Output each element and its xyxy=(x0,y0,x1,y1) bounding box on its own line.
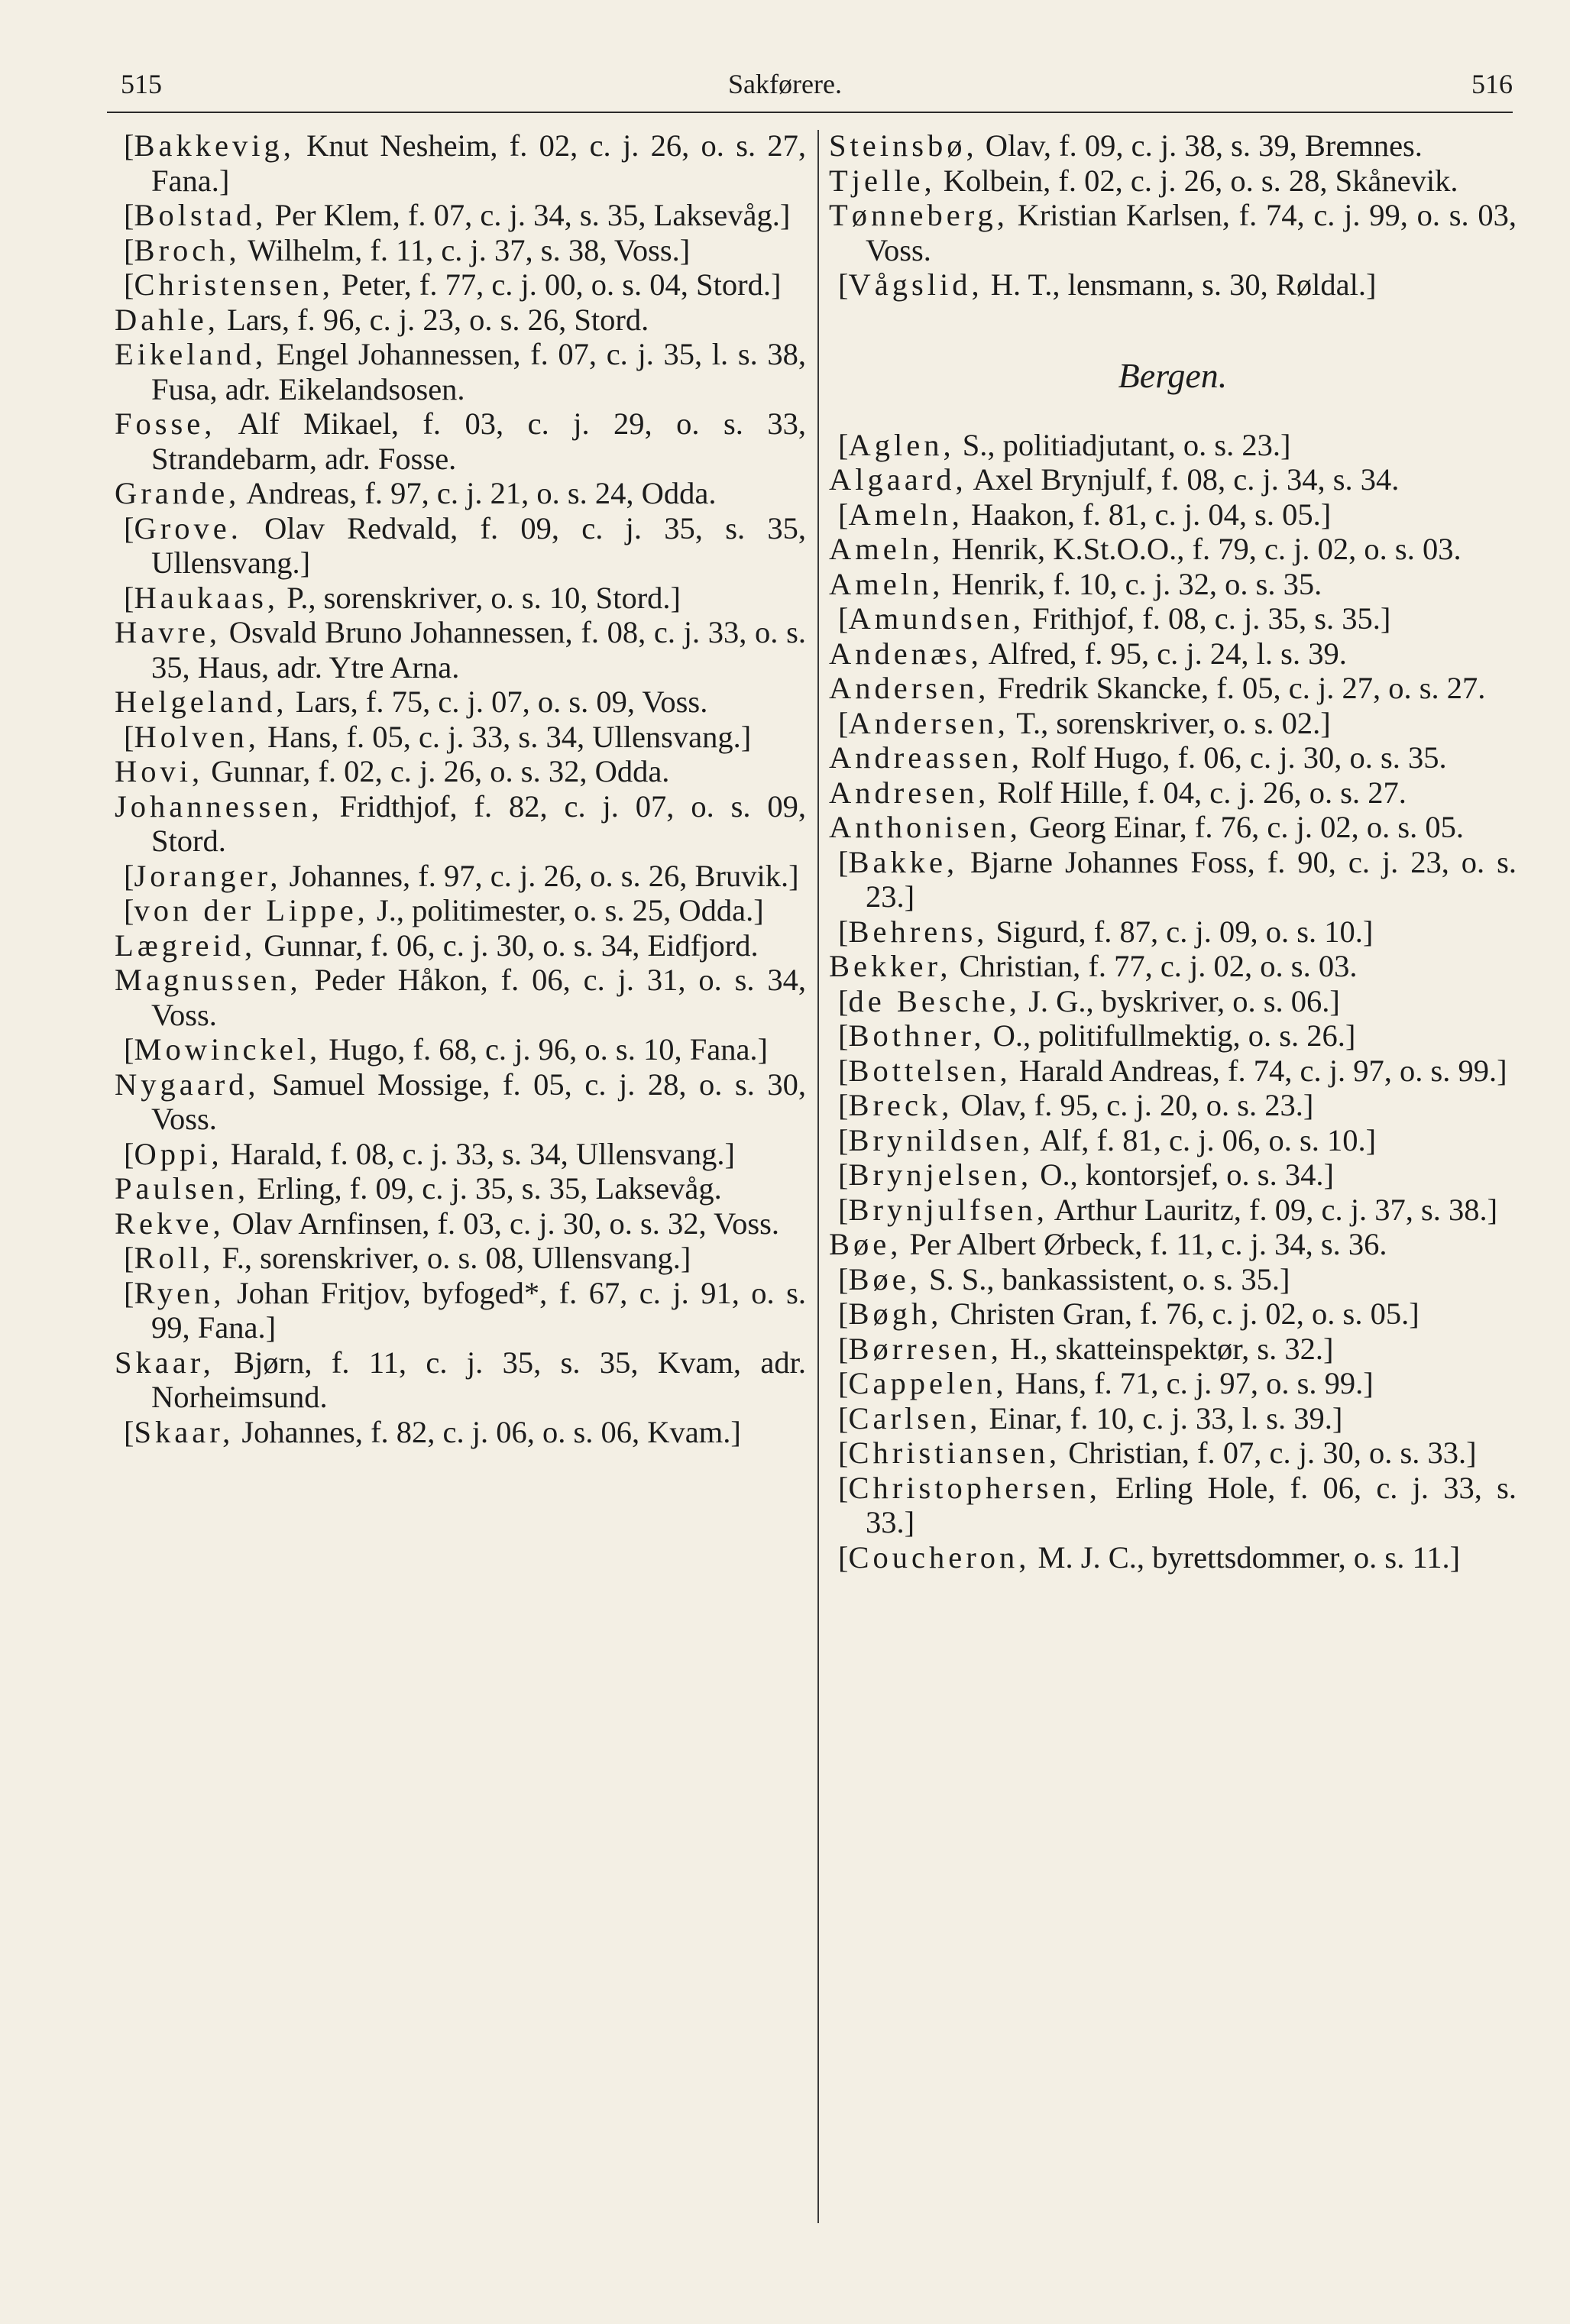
open-bracket: [ xyxy=(124,1032,134,1067)
entry-surname: Roll, xyxy=(134,1241,215,1275)
entry-surname: Hovi, xyxy=(115,754,204,788)
directory-entry xyxy=(829,1018,1517,1054)
entry-details: Rolf Hugo, f. 06, c. j. 30, o. s. 35. xyxy=(1023,740,1447,775)
entry-surname: Andenæs, xyxy=(829,636,982,671)
page-header xyxy=(0,0,1570,115)
entry-details: Johannes, f. 97, c. j. 26, o. s. 26, Bruvik.] xyxy=(281,858,799,893)
open-bracket: [ xyxy=(124,858,134,893)
directory-entry xyxy=(115,1067,806,1137)
entry-details: Rolf Hille, f. 04, c. j. 26, o. s. 27. xyxy=(989,775,1407,810)
entry-details: Olav, f. 95, c. j. 20, o. s. 23.] xyxy=(953,1088,1314,1122)
entry-surname: Holven, xyxy=(134,719,260,754)
open-bracket: [ xyxy=(838,1366,849,1400)
open-bracket: [ xyxy=(838,1470,849,1505)
entry-details: Engel Johannessen, f. 07, c. j. 35, l. s. 38, Fusa, adr. Eikelandsosen. xyxy=(151,337,806,406)
entry-details: Hugo, f. 68, c. j. 96, o. s. 10, Fana.] xyxy=(321,1032,769,1067)
entry-surname: Bøgh, xyxy=(848,1296,943,1331)
entry-surname: Joranger, xyxy=(134,858,282,893)
entry-details: Knut Nesheim, f. 02, c. j. 26, o. s. 27, Fana.] xyxy=(151,128,806,198)
entry-surname: Carlsen, xyxy=(848,1400,982,1436)
entry-details: O., kontorsjef, o. s. 34.] xyxy=(1032,1157,1334,1192)
open-bracket: [ xyxy=(124,232,134,267)
open-bracket: [ xyxy=(838,601,849,636)
directory-entry xyxy=(829,949,1517,984)
entry-surname: de Besche, xyxy=(848,983,1021,1018)
entry-surname: Bøe, xyxy=(829,1227,902,1261)
entry-details: Arthur Lauritz, f. 09, c. j. 37, s. 38.] xyxy=(1047,1192,1498,1227)
entry-surname: Cappelen, xyxy=(848,1366,1008,1400)
entry-surname: Tønneberg, xyxy=(829,198,1008,232)
entry-details: Alf, f. 81, c. j. 06, o. s. 10.] xyxy=(1034,1122,1377,1157)
directory-entry xyxy=(829,810,1517,845)
entry-details: Gunnar, f. 06, c. j. 30, o. s. 34, Eidfjord. xyxy=(256,927,759,963)
entry-details: S., politiadjutant, o. s. 23.] xyxy=(954,427,1291,462)
entry-details: Fredrik Skancke, f. 05, c. j. 27, o. s. 27. xyxy=(989,671,1486,705)
entry-surname: Algaard, xyxy=(829,462,967,497)
entry-surname: Coucheron, xyxy=(848,1539,1031,1575)
directory-entry xyxy=(115,754,806,789)
entry-surname: Bakkevig, xyxy=(134,128,295,163)
directory-entry xyxy=(829,267,1517,303)
entry-details: Peder Håkon, f. 06, c. j. 31, o. s. 34, Voss. xyxy=(151,963,806,1032)
entry-surname: Paulsen, xyxy=(115,1171,250,1206)
open-bracket: [ xyxy=(838,427,849,462)
entry-surname: Ameln, xyxy=(829,532,944,566)
entry-surname: Brynildsen, xyxy=(848,1122,1034,1157)
entry-surname: Amundsen, xyxy=(848,601,1025,636)
entry-details: M. J. C., byrettsdommer, o. s. 11.] xyxy=(1030,1539,1461,1575)
entry-surname: Andersen, xyxy=(848,705,1009,740)
open-bracket: [ xyxy=(838,1296,849,1331)
directory-entry xyxy=(829,601,1517,636)
open-bracket: [ xyxy=(124,267,134,302)
page-number-left: 515 xyxy=(121,69,162,99)
entry-surname: Skaar, xyxy=(115,1345,215,1380)
directory-entry xyxy=(115,615,806,685)
entry-surname: Brynjulfsen, xyxy=(848,1192,1048,1227)
entry-details: Haakon, f. 81, c. j. 04, s. 05.] xyxy=(963,497,1332,532)
entry-details: Georg Einar, f. 76, c. j. 02, o. s. 05. xyxy=(1021,810,1465,844)
open-bracket: [ xyxy=(838,1053,849,1088)
entry-details: Christen Gran, f. 76, c. j. 02, o. s. 05.] xyxy=(942,1296,1419,1331)
directory-entry xyxy=(115,1171,806,1206)
entry-details: Kristian Karlsen, f. 74, c. j. 99, o. s. 03, Voss. xyxy=(866,198,1517,267)
entry-details: Alfred, f. 95, c. j. 24, l. s. 39. xyxy=(982,636,1347,671)
entry-details: H. T., lensmann, s. 30, Røldal.] xyxy=(982,267,1377,302)
bergen-entries xyxy=(829,428,1517,1575)
directory-entry xyxy=(115,928,806,963)
entry-surname: Steinsbø, xyxy=(829,128,978,163)
entry-surname: von der Lippe, xyxy=(134,893,369,927)
entry-surname: Skaar, xyxy=(134,1414,235,1449)
directory-entry xyxy=(829,428,1517,463)
entry-surname: Andreassen, xyxy=(829,740,1024,775)
directory-entry xyxy=(829,128,1517,163)
directory-entry xyxy=(115,303,806,338)
directory-entry xyxy=(829,1471,1517,1540)
directory-entry xyxy=(829,740,1517,775)
directory-entry xyxy=(829,706,1517,741)
directory-entry xyxy=(829,1436,1517,1471)
entry-details: O., politifullmektig, o. s. 26.] xyxy=(985,1018,1356,1053)
entry-details: Bjarne Johannes Foss, f. 90, c. j. 23, o. s. 23.] xyxy=(866,844,1517,914)
entry-details: Hans, f. 05, c. j. 33, s. 34, Ullensvang.] xyxy=(259,719,752,754)
entry-surname: Havre, xyxy=(115,615,222,649)
page-number-right: 516 xyxy=(1471,69,1513,99)
directory-entry xyxy=(115,1137,806,1172)
right-column-top-entries xyxy=(829,128,1517,303)
directory-entry xyxy=(115,476,806,511)
directory-entry xyxy=(829,1540,1517,1575)
open-bracket: [ xyxy=(124,1275,134,1310)
directory-entry xyxy=(115,1276,806,1345)
entry-details: F., sorenskriver, o. s. 08, Ullensvang.] xyxy=(214,1241,691,1275)
directory-entry xyxy=(115,1241,806,1276)
directory-entry xyxy=(829,984,1517,1019)
open-bracket: [ xyxy=(124,510,134,545)
entry-surname: Lægreid, xyxy=(115,927,257,963)
entry-surname: Ameln, xyxy=(829,566,944,601)
open-bracket: [ xyxy=(838,497,849,532)
entry-surname: Anthonisen, xyxy=(829,810,1021,844)
directory-entry xyxy=(115,406,806,476)
entry-details: Samuel Mossige, f. 05, c. j. 28, o. s. 30, Voss. xyxy=(151,1067,806,1136)
directory-entry xyxy=(829,1227,1517,1262)
entry-details: Henrik, f. 10, c. j. 32, o. s. 35. xyxy=(944,566,1322,601)
directory-entry xyxy=(829,532,1517,567)
directory-entry xyxy=(115,267,806,303)
directory-entry xyxy=(115,511,806,581)
entry-details: Per Klem, f. 07, c. j. 34, s. 35, Laksevåg.] xyxy=(267,198,791,232)
entry-details: Henrik, K.St.O.O., f. 79, c. j. 02, o. s. 03. xyxy=(944,532,1462,566)
entry-details: Einar, f. 10, c. j. 33, l. s. 39.] xyxy=(981,1400,1343,1436)
open-bracket: [ xyxy=(124,1414,134,1449)
entry-details: Alf Mikael, f. 03, c. j. 29, o. s. 33, Strandebarm, adr. Fosse. xyxy=(151,406,806,476)
directory-entry xyxy=(115,337,806,406)
directory-entry xyxy=(829,462,1517,497)
open-bracket: [ xyxy=(838,1157,849,1192)
entry-details: Christian, f. 77, c. j. 02, o. s. 03. xyxy=(951,949,1358,983)
entry-details: Harald, f. 08, c. j. 33, s. 34, Ullensvang.] xyxy=(222,1136,735,1171)
entry-details: Johan Fritjov, byfoged*, f. 67, c. j. 91, o. s. 99, Fana.] xyxy=(151,1275,806,1345)
directory-entry xyxy=(115,128,806,198)
entry-details: J. G., byskriver, o. s. 06.] xyxy=(1020,983,1340,1018)
directory-entry xyxy=(115,1206,806,1241)
entry-surname: Grove. xyxy=(134,510,242,545)
directory-entry xyxy=(115,685,806,720)
column-divider xyxy=(817,130,819,2223)
entry-details: Johannes, f. 82, c. j. 06, o. s. 06, Kvam.] xyxy=(234,1414,741,1449)
entry-surname: Christophersen, xyxy=(848,1470,1101,1505)
entry-surname: Behrens, xyxy=(848,914,989,949)
entry-details: Per Albert Ørbeck, f. 11, c. j. 34, s. 36. xyxy=(902,1227,1387,1261)
open-bracket: [ xyxy=(124,580,134,615)
directory-entry xyxy=(115,1415,806,1450)
entry-details: Hans, f. 71, c. j. 97, o. s. 99.] xyxy=(1007,1366,1374,1400)
directory-entry xyxy=(829,1262,1517,1297)
directory-entry xyxy=(115,198,806,233)
open-bracket: [ xyxy=(124,1241,134,1275)
directory-entry xyxy=(829,567,1517,602)
entry-surname: Aglen, xyxy=(848,427,955,462)
entry-surname: Bothner, xyxy=(848,1018,986,1053)
directory-entry xyxy=(829,1123,1517,1158)
entry-details: Christian, f. 07, c. j. 30, o. s. 33.] xyxy=(1060,1436,1477,1470)
entry-details: Peter, f. 77, c. j. 00, o. s. 04, Stord.] xyxy=(333,267,782,302)
entry-surname: Grande, xyxy=(115,476,241,510)
open-bracket: [ xyxy=(838,1331,849,1366)
directory-entry xyxy=(829,198,1517,267)
directory-entry xyxy=(829,671,1517,706)
directory-entry xyxy=(829,163,1517,199)
open-bracket: [ xyxy=(838,1122,849,1157)
open-bracket: [ xyxy=(124,893,134,927)
entry-surname: Bottelsen, xyxy=(848,1053,1012,1088)
directory-entry xyxy=(829,497,1517,532)
open-bracket: [ xyxy=(838,1436,849,1470)
directory-entry xyxy=(829,1332,1517,1367)
entry-surname: Brynjelsen, xyxy=(848,1157,1033,1192)
entry-surname: Nygaard, xyxy=(115,1067,260,1102)
open-bracket: [ xyxy=(838,914,849,949)
open-bracket: [ xyxy=(124,128,134,163)
entry-details: T., sorenskriver, o. s. 02.] xyxy=(1008,705,1331,740)
entry-surname: Oppi, xyxy=(134,1136,223,1171)
directory-entry xyxy=(115,859,806,894)
open-bracket: [ xyxy=(838,705,849,740)
directory-entry xyxy=(829,636,1517,672)
entry-details: H., skatteinspektør, s. 32.] xyxy=(1002,1331,1334,1366)
entry-details: Olav Arnfinsen, f. 03, c. j. 30, o. s. 32, Voss. xyxy=(224,1206,779,1241)
entry-surname: Dahle, xyxy=(115,302,219,337)
running-title: Sakførere. xyxy=(728,69,842,99)
entry-details: Sigurd, f. 87, c. j. 09, o. s. 10.] xyxy=(988,914,1374,949)
entry-surname: Helgeland, xyxy=(115,685,288,719)
entry-surname: Tjelle, xyxy=(829,163,936,198)
directory-entry xyxy=(829,775,1517,811)
entry-details: Kolbein, f. 02, c. j. 26, o. s. 28, Skånevik. xyxy=(935,163,1458,198)
open-bracket: [ xyxy=(124,198,134,232)
entry-surname: Andersen, xyxy=(829,671,990,705)
entry-details: Bjørn, f. 11, c. j. 35, s. 35, Kvam, adr. Norheimsund. xyxy=(151,1345,806,1414)
directory-entry xyxy=(115,1345,806,1415)
directory-entry xyxy=(829,1054,1517,1089)
open-bracket: [ xyxy=(838,1192,849,1227)
entry-surname: Bøe, xyxy=(848,1261,921,1296)
open-bracket: [ xyxy=(124,719,134,754)
entry-surname: Bekker, xyxy=(829,949,952,983)
entry-details: Andreas, f. 97, c. j. 21, o. s. 24, Odda. xyxy=(240,476,717,510)
entry-surname: Bakke, xyxy=(848,844,959,879)
open-bracket: [ xyxy=(838,844,849,879)
entry-surname: Christiansen, xyxy=(848,1436,1061,1470)
directory-entry xyxy=(115,720,806,755)
directory-entry xyxy=(829,1088,1517,1123)
open-bracket: [ xyxy=(838,1261,849,1296)
open-bracket: [ xyxy=(838,1400,849,1436)
entry-details: Fridthjof, f. 82, c. j. 07, o. s. 09, Stord. xyxy=(151,788,806,858)
entry-surname: Vågslid, xyxy=(848,267,983,302)
directory-entry xyxy=(115,1032,806,1067)
directory-entry xyxy=(829,914,1517,950)
entry-surname: Ameln, xyxy=(848,497,963,532)
entry-surname: Breck, xyxy=(848,1088,953,1122)
entry-surname: Bolstad, xyxy=(134,198,267,232)
entry-surname: Broch, xyxy=(134,232,241,267)
entry-surname: Mowinckel, xyxy=(134,1032,322,1067)
open-bracket: [ xyxy=(838,1018,849,1053)
entry-details: Axel Brynjulf, f. 08, c. j. 34, s. 34. xyxy=(966,462,1400,497)
directory-entry xyxy=(115,233,806,268)
directory-entry xyxy=(829,845,1517,914)
entry-details: Olav Redvald, f. 09, c. j. 35, s. 35, Ullensvang.] xyxy=(151,510,806,580)
open-bracket: [ xyxy=(838,1539,849,1575)
directory-entry xyxy=(829,1296,1517,1332)
open-bracket: [ xyxy=(838,983,849,1018)
section-heading-bergen: Bergen. xyxy=(1118,355,1228,395)
directory-entry xyxy=(829,1401,1517,1436)
entry-surname: Rekve, xyxy=(115,1206,225,1241)
entry-details: Osvald Bruno Johannessen, f. 08, c. j. 33, o. s. 35, Haus, adr. Ytre Arna. xyxy=(151,615,806,685)
directory-entry xyxy=(829,1193,1517,1228)
entry-surname: Andresen, xyxy=(829,775,990,810)
entry-surname: Børresen, xyxy=(848,1331,1002,1366)
entry-surname: Christensen, xyxy=(134,267,334,302)
entry-details: J., politimester, o. s. 25, Odda.] xyxy=(368,893,764,927)
directory-entry xyxy=(115,963,806,1032)
entry-details: Lars, f. 75, c. j. 07, o. s. 09, Voss. xyxy=(287,685,708,719)
entry-surname: Ryen, xyxy=(134,1275,225,1310)
directory-entry xyxy=(115,893,806,928)
entry-surname: Haukaas, xyxy=(134,580,280,615)
directory-entry xyxy=(829,1366,1517,1401)
entry-surname: Fosse, xyxy=(115,406,216,441)
entry-details: S. S., bankassistent, o. s. 35.] xyxy=(921,1261,1290,1296)
entry-details: Olav, f. 09, c. j. 38, s. 39, Bremnes. xyxy=(977,128,1423,163)
entry-surname: Johannessen, xyxy=(115,788,323,824)
entry-details: Erling Hole, f. 06, c. j. 33, s. 33.] xyxy=(866,1470,1517,1539)
header-rule xyxy=(107,112,1513,113)
entry-details: Lars, f. 96, c. j. 23, o. s. 26, Stord. xyxy=(219,302,649,337)
entry-details: P., sorenskriver, o. s. 10, Stord.] xyxy=(279,580,681,615)
entry-details: Harald Andreas, f. 74, c. j. 97, o. s. 99.] xyxy=(1011,1053,1507,1088)
entry-surname: Eikeland, xyxy=(115,337,267,371)
entry-details: Frithjof, f. 08, c. j. 35, s. 35.] xyxy=(1025,601,1391,636)
open-bracket: [ xyxy=(838,1088,849,1122)
directory-entry xyxy=(115,581,806,616)
right-column xyxy=(829,128,1517,1575)
open-bracket: [ xyxy=(124,1136,134,1171)
open-bracket: [ xyxy=(838,267,849,302)
entry-details: Gunnar, f. 02, c. j. 26, o. s. 32, Odda. xyxy=(203,754,670,788)
directory-entry xyxy=(829,1157,1517,1193)
entry-surname: Magnussen, xyxy=(115,963,302,997)
entry-details: Erling, f. 09, c. j. 35, s. 35, Laksevåg. xyxy=(249,1171,722,1206)
directory-entry xyxy=(115,789,806,859)
entry-details: Wilhelm, f. 11, c. j. 37, s. 38, Voss.] xyxy=(240,232,691,267)
left-column xyxy=(115,128,806,1449)
